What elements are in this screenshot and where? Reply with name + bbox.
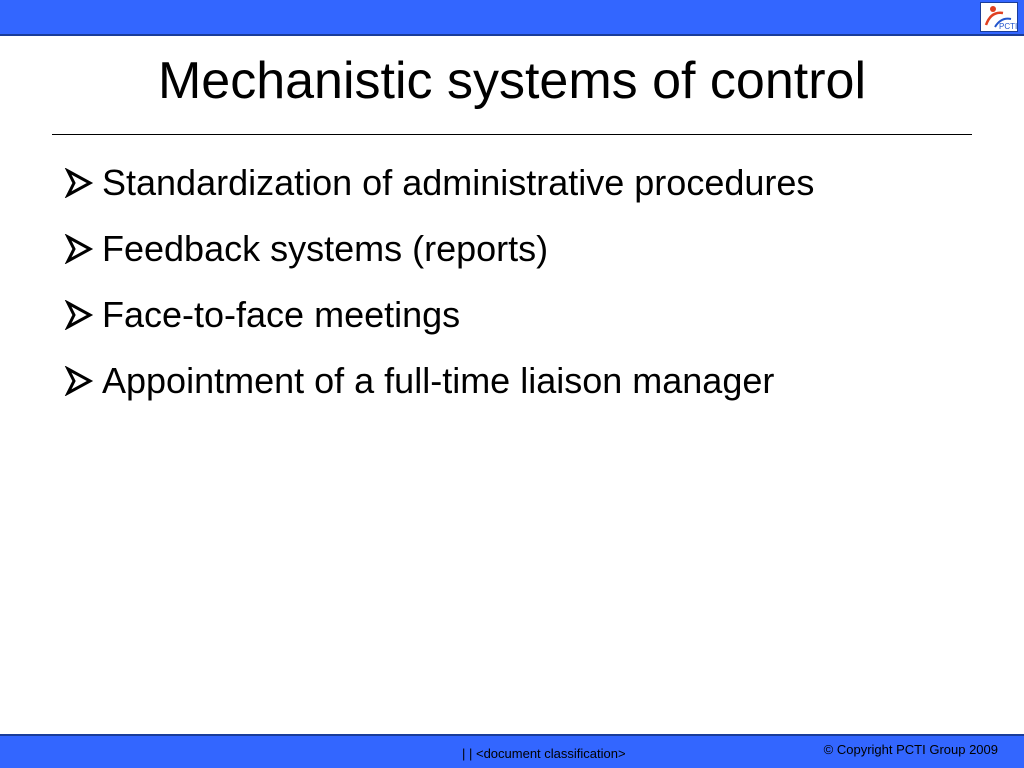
bullet-list bbox=[64, 160, 964, 424]
logo-text: PCTI bbox=[999, 22, 1017, 31]
arrow-bullet-icon bbox=[64, 234, 96, 264]
pcti-logo-icon bbox=[980, 2, 1018, 32]
header-bar bbox=[0, 0, 1024, 36]
bullet-text: Face-to-face meetings bbox=[102, 294, 461, 335]
slide-title: Mechanistic systems of control bbox=[157, 52, 867, 110]
arrow-bullet-icon bbox=[64, 168, 96, 198]
bullet-text: Standardization of administrative procedures bbox=[102, 162, 815, 203]
bullet-item bbox=[64, 226, 964, 272]
bullet-item bbox=[64, 160, 964, 206]
bullet-item bbox=[64, 292, 964, 338]
footer-bar bbox=[0, 734, 1024, 768]
bullet-item bbox=[64, 358, 964, 404]
document-classification: | | <document classification> bbox=[462, 746, 626, 761]
bullet-text: Feedback systems (reports) bbox=[102, 228, 549, 269]
title-divider bbox=[52, 134, 972, 135]
copyright-notice: © Copyright PCTI Group 2009 bbox=[823, 742, 998, 757]
arrow-bullet-icon bbox=[64, 366, 96, 396]
bullet-text: Appointment of a full-time liaison manager bbox=[102, 360, 775, 401]
arrow-bullet-icon bbox=[64, 300, 96, 330]
